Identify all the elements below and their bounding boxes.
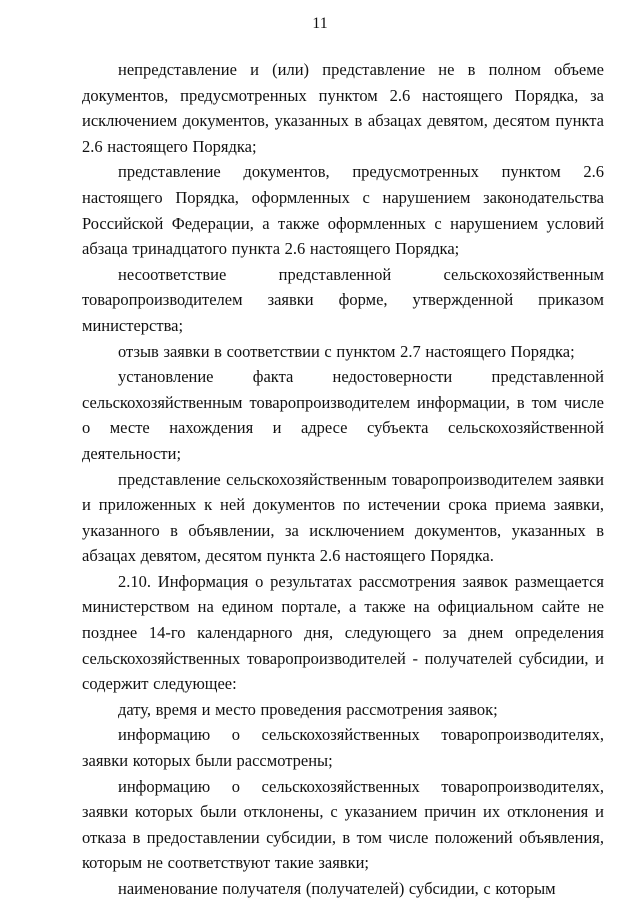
paragraph-section-2-10: 2.10. Информация о результатах рассмотрения заявок размещается министерством на едином портале, а также на официальном сайте не позднее 14-го календарного дня, следующего за днем определения сельскохозяйственных товаропроизводителей - получателей субсидии, и содержит следующее: (82, 571, 604, 694)
paragraph-rejected-applicants: информацию о сельскохозяйственных товаропроизводителях, заявки которых были отклонены, с указанием причин их отклонения и отказа в предоставлении субсидии, в том числе положений объявления, которым не соответствуют такие заявки; (82, 776, 604, 873)
paragraph-application-withdrawal: отзыв заявки в соответствии с пунктом 2.7 настоящего Порядка; (118, 341, 575, 361)
paragraph-reviewed-applicants: информацию о сельскохозяйственных товаропроизводителях, заявки которых были рассмотрены; (82, 725, 604, 771)
paragraph-form-mismatch: несоответствие представленной сельскохозяйственным товаропроизводителем заявки форме, утвержденной приказом министерства; (82, 264, 604, 335)
paragraph-late-submission: представление сельскохозяйственным товаропроизводителем заявки и приложенных к ней документов по истечении срока приема заявки, указанного в объявлении, за исключением документов, указанных в абзацах девятом, десятом пункта 2.6 настоящего Порядка. (82, 469, 604, 566)
paragraph-recipient-name: наименование получателя (получателей) субсидии, с которым (118, 879, 556, 898)
paragraph-false-information: установление факта недостоверности представленной сельскохозяйственным товаропроизводителем информации, в том числе о месте нахождения и адресе субъекта сельскохозяйственной деятельности; (82, 367, 604, 463)
paragraph-documents-violation: представление документов, предусмотренных пунктом 2.6 настоящего Порядка, оформленных с нарушением законодательства Российской Федерации, а также оформленных с нарушением условий абзаца тринадцатого пункта 2.6 настоящего Порядка; (82, 162, 604, 259)
document-body (82, 57, 604, 902)
page-number: 11 (312, 15, 328, 32)
paragraph-review-date: дату, время и место проведения рассмотрения заявок; (118, 699, 498, 719)
paragraph-missing-documents: непредставление и (или) представление не в полном объеме документов, предусмотренных пунктом 2.6 настоящего Порядка, за исключением документов, указанных в абзацах девятом, десятом пункта 2.6 настоящего Порядка; (82, 60, 604, 156)
